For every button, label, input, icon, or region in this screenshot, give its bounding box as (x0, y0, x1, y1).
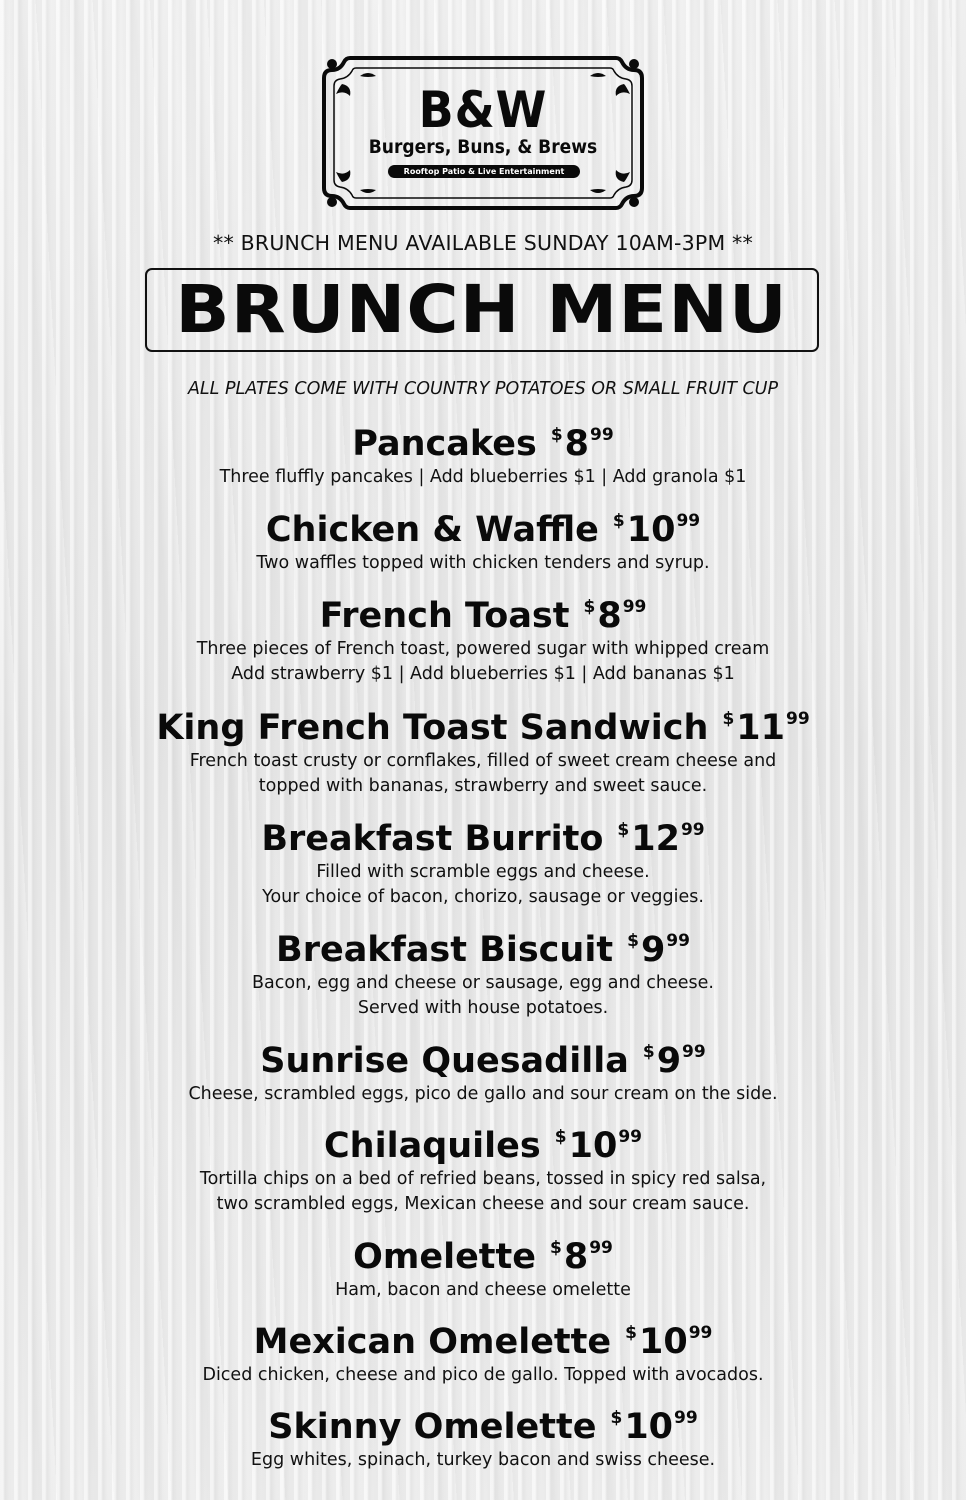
item-price: $^{\$}9^{99}$ (627, 930, 690, 970)
item-description: Filled with scramble eggs and cheese. (316, 862, 650, 882)
menu-title: BRUNCH MENU (175, 271, 789, 348)
menu-item (0, 586, 966, 687)
item-price: $^{\$}8^{99}$ (550, 424, 614, 464)
item-name: King French Toast Sandwich (156, 708, 709, 748)
logo-subtitle: Burgers, Buns, & Brews (368, 136, 598, 158)
restaurant-logo (320, 54, 646, 212)
item-name: Sunrise Quesadilla (260, 1041, 629, 1081)
item-description: topped with bananas, strawberry and sweet sauce. (258, 776, 708, 796)
menu-item (0, 1312, 966, 1388)
item-description: Diced chicken, cheese and pico de gallo. Topped with avocados. (202, 1365, 764, 1385)
availability-notice: ** BRUNCH MENU AVAILABLE SUNDAY 10AM-3PM ** (213, 231, 753, 255)
item-price: $^{\$}12^{99}$ (617, 819, 705, 859)
sides-note: ALL PLATES COME WITH COUNTRY POTATOES OR SMALL FRUIT CUP (187, 379, 779, 399)
item-price: $^{\$}10^{99}$ (610, 1407, 698, 1447)
item-price: $^{\$}10^{99}$ (612, 510, 701, 550)
menu-title-box (145, 268, 819, 352)
item-price: $^{\$}9^{99}$ (642, 1041, 706, 1081)
menu-item (0, 1031, 966, 1107)
item-name: Mexican Omelette (253, 1322, 612, 1362)
item-name: Skinny Omelette (268, 1407, 597, 1447)
menu-item (0, 1227, 966, 1303)
item-description: French toast crusty or cornflakes, filled of sweet cream cheese and (189, 751, 777, 771)
item-description: Your choice of bacon, chorizo, sausage or veggies. (262, 887, 704, 907)
item-description: Three pieces of French toast, powered sugar with whipped cream (196, 639, 770, 659)
item-description: Three fluffly pancakes | Add blueberries $1 | Add granola $1 (219, 467, 747, 487)
menu-item (0, 698, 966, 799)
item-description: Two waffles topped with chicken tenders and syrup. (256, 553, 710, 573)
item-description: Cheese, scrambled eggs, pico de gallo and sour cream on the side. (188, 1084, 778, 1104)
item-description: Served with house potatoes. (357, 998, 609, 1018)
item-name: Breakfast Burrito (261, 819, 604, 859)
item-name: Omelette (353, 1237, 537, 1277)
logo-title: B&W (418, 81, 548, 139)
item-price: $^{\$}8^{99}$ (583, 596, 647, 636)
item-description: Tortilla chips on a bed of refried beans, tossed in spicy red salsa, (199, 1169, 767, 1189)
item-price: $^{\$}10^{99}$ (554, 1126, 642, 1166)
menu-item (0, 920, 966, 1021)
item-name: Breakfast Biscuit (276, 930, 614, 970)
menu-item (0, 809, 966, 910)
menu-item (0, 1116, 966, 1217)
item-description: Egg whites, spinach, turkey bacon and swiss cheese. (250, 1450, 716, 1470)
item-description: two scrambled eggs, Mexican cheese and sour cream sauce. (216, 1194, 750, 1214)
menu-item (0, 1397, 966, 1473)
item-description: Add strawberry $1 | Add blueberries $1 | Add bananas $1 (231, 664, 735, 684)
menu-item (0, 414, 966, 490)
item-name: French Toast (319, 596, 570, 636)
logo-tagline: Rooftop Patio & Live Entertainment (388, 165, 580, 178)
item-price: $^{\$}11^{99}$ (722, 708, 810, 748)
item-name: Chicken & Waffle (265, 510, 599, 550)
item-price: $^{\$}10^{99}$ (625, 1322, 713, 1362)
item-description: Ham, bacon and cheese omelette (335, 1280, 631, 1300)
item-price: $^{\$}8^{99}$ (550, 1237, 613, 1277)
item-name: Pancakes (352, 424, 537, 464)
menu-item (0, 500, 966, 576)
item-description: Bacon, egg and cheese or sausage, egg and cheese. (252, 973, 714, 993)
item-name: Chilaquiles (324, 1126, 541, 1166)
